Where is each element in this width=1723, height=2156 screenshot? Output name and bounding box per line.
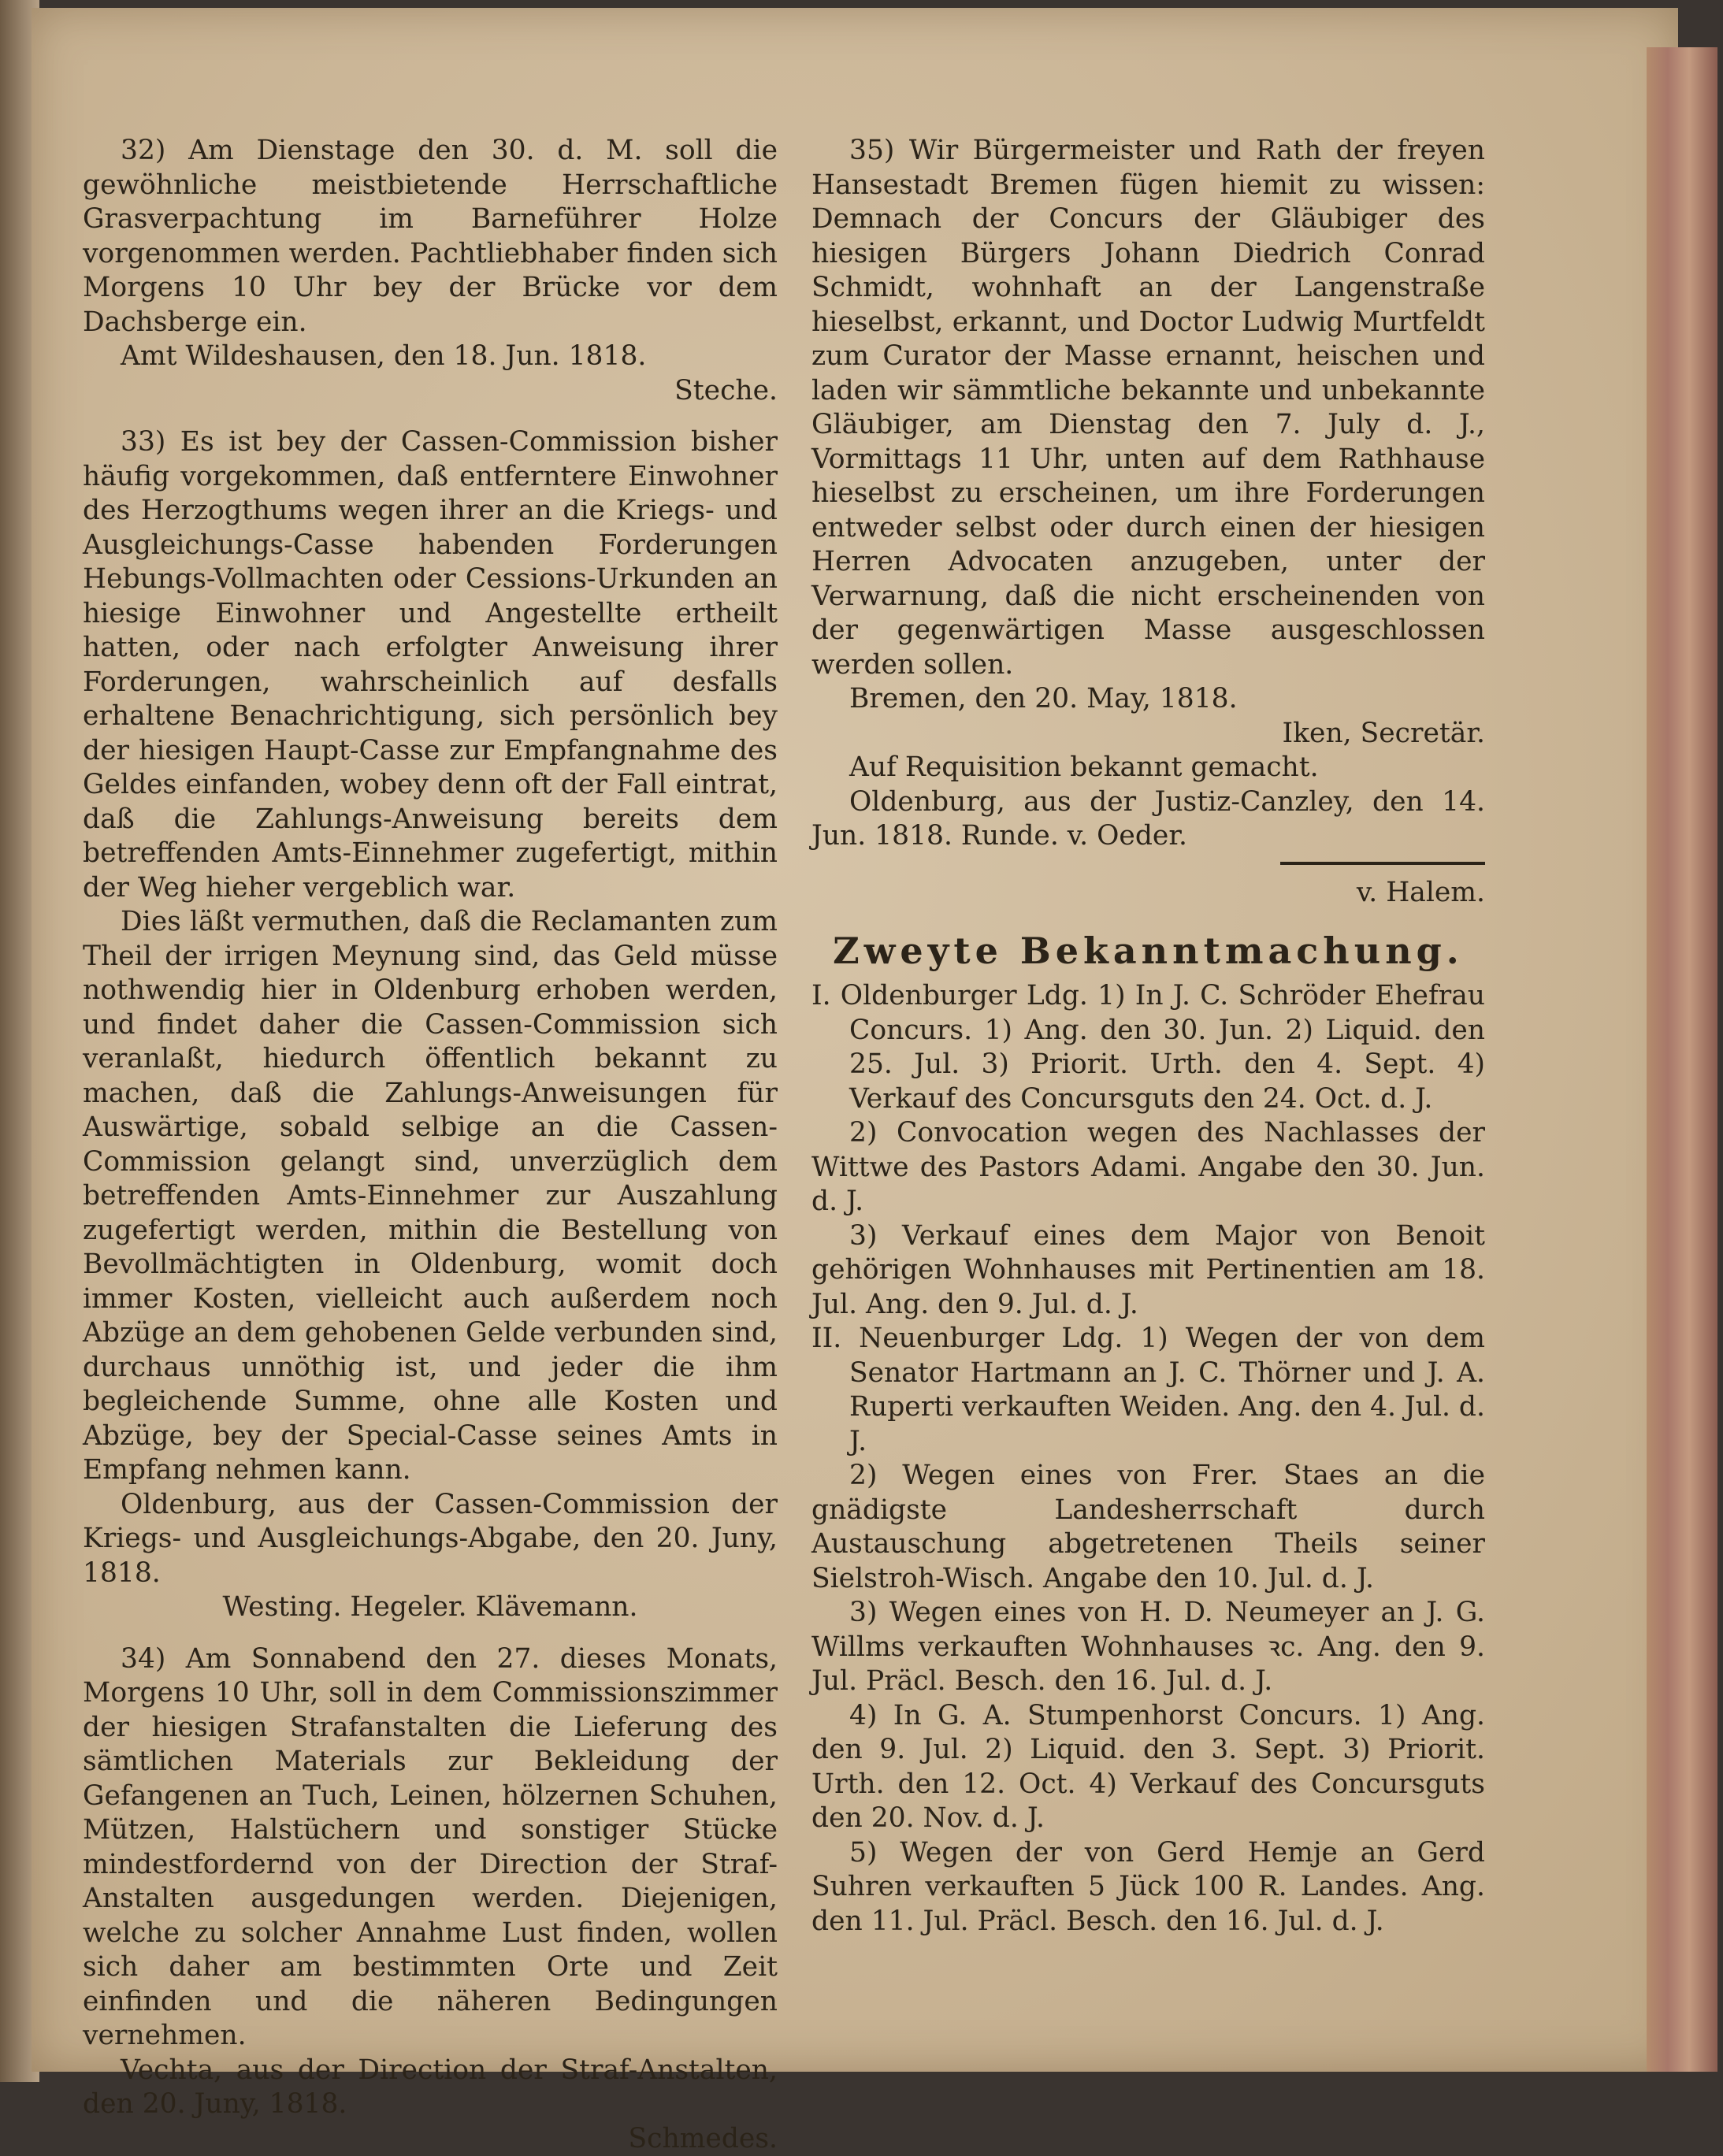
notice-32: 32) Am Dienstage den 30. d. M. soll die gewöhnliche meistbietende Herrschaftliche Grasverpachtung im Barneführer Holze vorgenommen werden. Pachtliebhaber finden sich Morgens 10 Uhr bey der Brücke vor dem Dachsberge ein.: [83, 134, 778, 340]
notice-35-place-2: Oldenburg, aus der Justiz-Canzley, den 14. Jun. 1818. Runde. v. Oeder.: [811, 785, 1485, 854]
notice-33-signature: Westing. Hegeler. Klävemann.: [83, 1590, 778, 1625]
item-II-4: 4) In G. A. Stumpenhorst Concurs. 1) Ang. den 9. Jul. 2) Liquid. den 3. Sept. 3) Priorit. Urth. den 12. Oct. 4) Verkauf des Concursguts den 20. Nov. d. J.: [811, 1699, 1485, 1836]
right-column: [811, 134, 1485, 1939]
item-I-3: 3) Verkauf eines dem Major von Benoit gehörigen Wohnhauses mit Pertinentien am 18. Jul. Ang. den 9. Jul. d. J.: [811, 1219, 1485, 1323]
item-II-3: 3) Wegen eines von H. D. Neumeyer an J. G. Willms verkauften Wohnhauses ꝛc. Ang. den 9. Jul. Präcl. Besch. den 16. Jul. d. J.: [811, 1596, 1485, 1699]
notice-33: 33) Es ist bey der Cassen-Commission bisher häufig vorgekommen, daß entferntere Einwohner des Herzogthums wegen ihrer an die Kriegs- und Ausgleichungs-Casse habenden Forderungen Hebungs-Vollmachten oder Cessions-Urkunden an hiesige Einwohner und Angestellte ertheilt hatten, oder nach erfolgter Anweisung ihrer Forderungen, wahrscheinlich auf desfalls erhaltene Benachrichtigung, sich persönlich bey der hiesigen Haupt-Casse zur Empfangnahme des Geldes einfanden, wobey denn oft der Fall eintrat, daß die Zahlungs-Anweisung bereits dem betreffenden Amts-Einnehmer zugefertigt, mithin der Weg hieher vergeblich war.: [83, 425, 778, 905]
page-fore-edge: [1647, 47, 1717, 2072]
notice-34-signature: Schmedes.: [83, 2122, 778, 2156]
notice-35-signature: Iken, Secretär.: [811, 717, 1485, 751]
item-I-1: I. Oldenburger Ldg. 1) In J. C. Schröder Ehefrau Concurs. 1) Ang. den 30. Jun. 2) Liquid. den 25. Jul. 3) Priorit. Urth. den 4. Sept. 4) Verkauf des Concursguts den 24. Oct. d. J.: [811, 979, 1485, 1116]
notice-33-place: Oldenburg, aus der Cassen-Commission der Kriegs- und Ausgleichungs-Abgabe, den 20. Juny, 1818.: [83, 1488, 778, 1591]
notice-32-signature: Steche.: [83, 374, 778, 409]
item-I-2: 2) Convocation wegen des Nachlasses der Wittwe des Pastors Adami. Angabe den 30. Jun. d. J.: [811, 1116, 1485, 1219]
notice-35: 35) Wir Bürgermeister und Rath der freyen Hansestadt Bremen fügen hiemit zu wissen: Demnach der Concurs der Gläubiger des hiesigen Bürgers Johann Diedrich Conrad Schmidt, wohnhaft an der Langenstraße hieselbst, erkannt, und Doctor Ludwig Murtfeldt zum Curator der Masse ernannt, heischen und laden wir sämmtliche bekannte und unbekannte Gläubiger, am Dienstag den 7. July d. J., Vormittags 11 Uhr, unten auf dem Rathhause hieselbst zu erscheinen, um ihre Forderungen entweder selbst oder durch einen der hiesigen Herren Advocaten anzugeben, unter der Verwarnung, daß die nicht erscheinenden von der gegenwärtigen Masse ausgeschlossen werden sollen.: [811, 134, 1485, 682]
divider-rule: [1280, 862, 1485, 865]
item-II-1: II. Neuenburger Ldg. 1) Wegen der von dem Senator Hartmann an J. C. Thörner und J. A. Ruperti verkauften Weiden. Ang. den 4. Jul. d. J.: [811, 1322, 1485, 1459]
item-II-2: 2) Wegen eines von Frer. Staes an die gnädigste Landesherrschaft durch Austauschung abgetretenen Theils seiner Sielstroh-Wisch. Angabe den 10. Jul. d. J.: [811, 1459, 1485, 1596]
item-II-5: 5) Wegen der von Gerd Hemje an Gerd Suhren verkauften 5 Jück 100 R. Landes. Ang. den 11. Jul. Präcl. Besch. den 16. Jul. d. J.: [811, 1836, 1485, 1939]
notice-35-signature-2: v. Halem.: [811, 876, 1485, 911]
notice-35-place: Bremen, den 20. May, 1818.: [811, 682, 1485, 717]
left-column: [83, 134, 778, 2156]
section-heading: Zweyte Bekanntmachung.: [811, 927, 1485, 974]
notice-34: 34) Am Sonnabend den 27. dieses Monats, Morgens 10 Uhr, soll in dem Commissionszimmer der hiesigen Strafanstalten die Lieferung des sämtlichen Materials zur Bekleidung der Gefangenen an Tuch, Leinen, hölzernen Schuhen, Mützen, Halstüchern und sonstiger Stücke mindestfordernd von der Direction der Straf-Anstalten ausgedungen werden. Diejenigen, welche zu solcher Annahme Lust finden, wollen sich daher am bestimmten Orte und Zeit einfinden und die näheren Bedingungen vernehmen.: [83, 1642, 778, 2054]
notice-34-place: Vechta, aus der Direction der Straf-Anstalten, den 20. Juny, 1818.: [83, 2054, 778, 2122]
notice-32-place: Amt Wildeshausen, den 18. Jun. 1818.: [83, 340, 778, 374]
notice-35-requisition: Auf Requisition bekannt gemacht.: [811, 751, 1485, 785]
notice-33-continued: Dies läßt vermuthen, daß die Reclamanten zum Theil der irrigen Meynung sind, das Geld müsse nothwendig hier in Oldenburg erhoben werden, und findet daher die Cassen-Commission sich veranlaßt, hiedurch öffentlich bekannt zu machen, daß die Zahlungs-Anweisungen für Auswärtige, sobald selbige an die Cassen-Commission gelangt sind, unverzüglich dem betreffenden Amts-Einnehmer zur Auszahlung zugefertigt werden, mithin die Bestellung von Bevollmächtigten in Oldenburg, womit doch immer Kosten, vielleicht auch außerdem noch Abzüge an dem gehobenen Gelde verbunden sind, durchaus unnöthig ist, und jeder die ihm begleichende Summe, ohne alle Kosten und Abzüge, bey der Special-Casse seines Amts in Empfang nehmen kann.: [83, 905, 778, 1488]
